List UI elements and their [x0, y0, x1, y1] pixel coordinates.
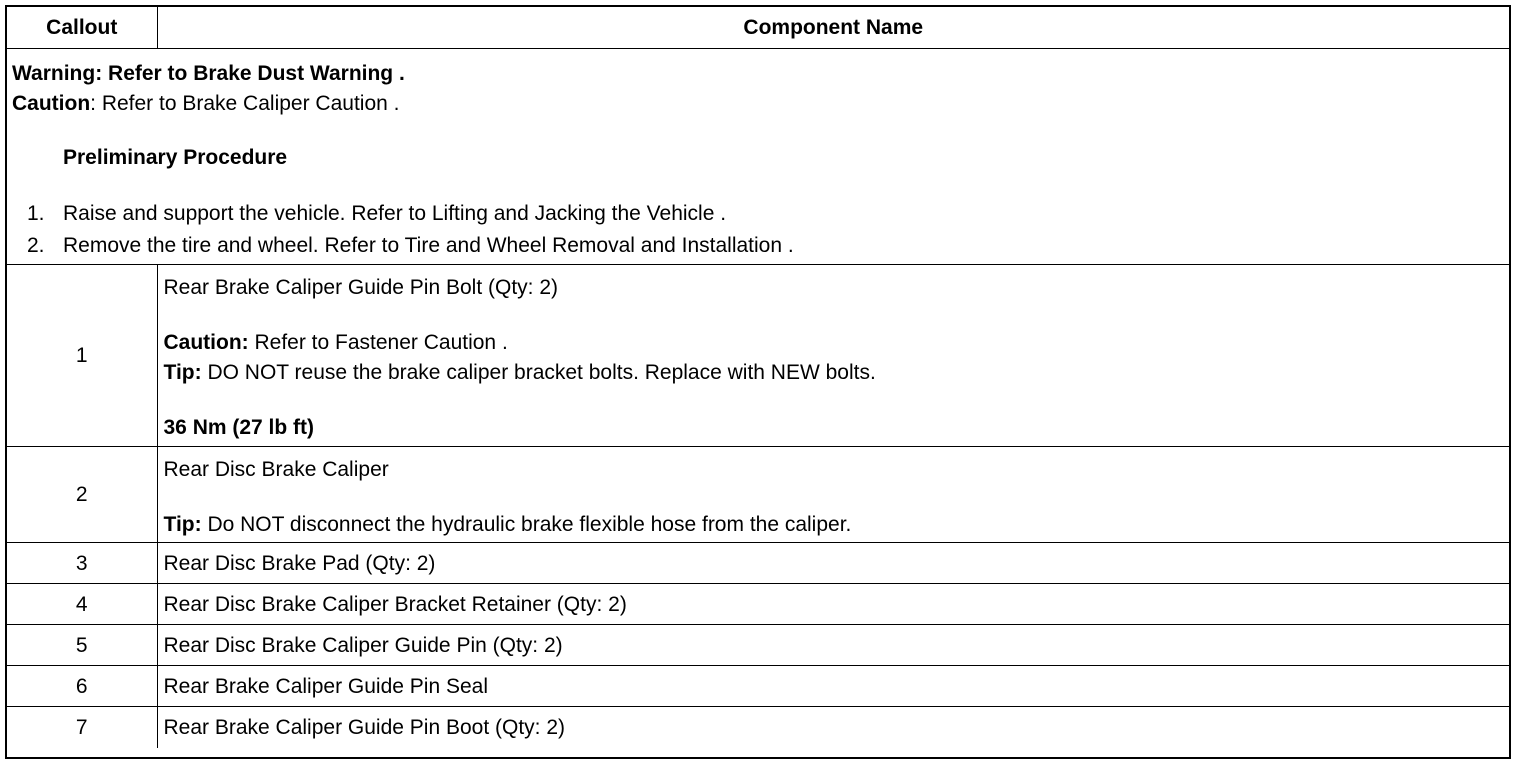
callout-cell: 6	[7, 666, 157, 707]
caution-line	[12, 93, 399, 114]
callout-cell: 5	[7, 625, 157, 666]
callout-cell: 1	[7, 265, 157, 447]
component-name: Rear Brake Caliper Guide Pin Bolt (Qty: 2)	[163, 276, 558, 299]
step-text: Raise and support the vehicle. Refer to Lifting and Jacking the Vehicle .	[63, 202, 727, 225]
component-name: Rear Brake Caliper Guide Pin Seal	[157, 666, 1509, 707]
table-row	[7, 625, 1509, 666]
component-table-frame	[5, 5, 1511, 759]
component-cell	[157, 447, 1509, 543]
table-row	[7, 543, 1509, 584]
torque-spec: 36 Nm (27 lb ft)	[163, 416, 315, 439]
warning-text: Warning: Refer to Brake Dust Warning .	[12, 62, 405, 85]
warning-line	[12, 63, 405, 84]
callout-cell: 4	[7, 584, 157, 625]
table-row	[7, 707, 1509, 748]
step-text: Remove the tire and wheel. Refer to Tire and Wheel Removal and Installation .	[63, 234, 794, 257]
caution-label: Caution:	[163, 331, 249, 354]
callout-column-header: Callout	[7, 7, 157, 49]
step-number: 1.	[27, 202, 45, 225]
step-number: 2.	[27, 234, 45, 257]
callout-cell: 7	[7, 707, 157, 748]
component-name: Rear Disc Brake Caliper Guide Pin (Qty: 2)	[157, 625, 1509, 666]
tip-text: Do NOT disconnect the hydraulic brake flexible hose from the caliper.	[201, 513, 852, 536]
tip-label: Tip:	[163, 513, 202, 536]
tip-label: Tip:	[163, 361, 202, 384]
table-header-row	[7, 7, 1509, 49]
callout-cell: 2	[7, 447, 157, 543]
caution-label: Caution	[12, 92, 91, 115]
caution-line	[164, 332, 508, 353]
caution-text: Refer to Fastener Caution .	[248, 331, 508, 354]
callout-cell: 3	[7, 543, 157, 584]
tip-line	[164, 514, 852, 535]
component-name: Rear Disc Brake Caliper	[163, 458, 389, 481]
component-name: Rear Disc Brake Caliper Bracket Retainer (Qty: 2)	[157, 584, 1509, 625]
table-row	[7, 447, 1509, 543]
preliminary-heading: Preliminary Procedure	[63, 146, 288, 169]
table-row	[7, 584, 1509, 625]
tip-text: DO NOT reuse the brake caliper bracket bolts. Replace with NEW bolts.	[201, 361, 876, 384]
component-name: Rear Disc Brake Pad (Qty: 2)	[157, 543, 1509, 584]
table-row	[7, 666, 1509, 707]
component-name-column-header: Component Name	[157, 7, 1509, 49]
preliminary-row	[7, 49, 1509, 265]
tip-line	[164, 362, 876, 383]
preliminary-cell	[7, 49, 1509, 265]
caution-text: : Refer to Brake Caliper Caution .	[90, 92, 400, 115]
component-cell	[157, 265, 1509, 447]
component-name: Rear Brake Caliper Guide Pin Boot (Qty: 2)	[157, 707, 1509, 748]
component-table	[7, 7, 1509, 748]
table-row	[7, 265, 1509, 447]
